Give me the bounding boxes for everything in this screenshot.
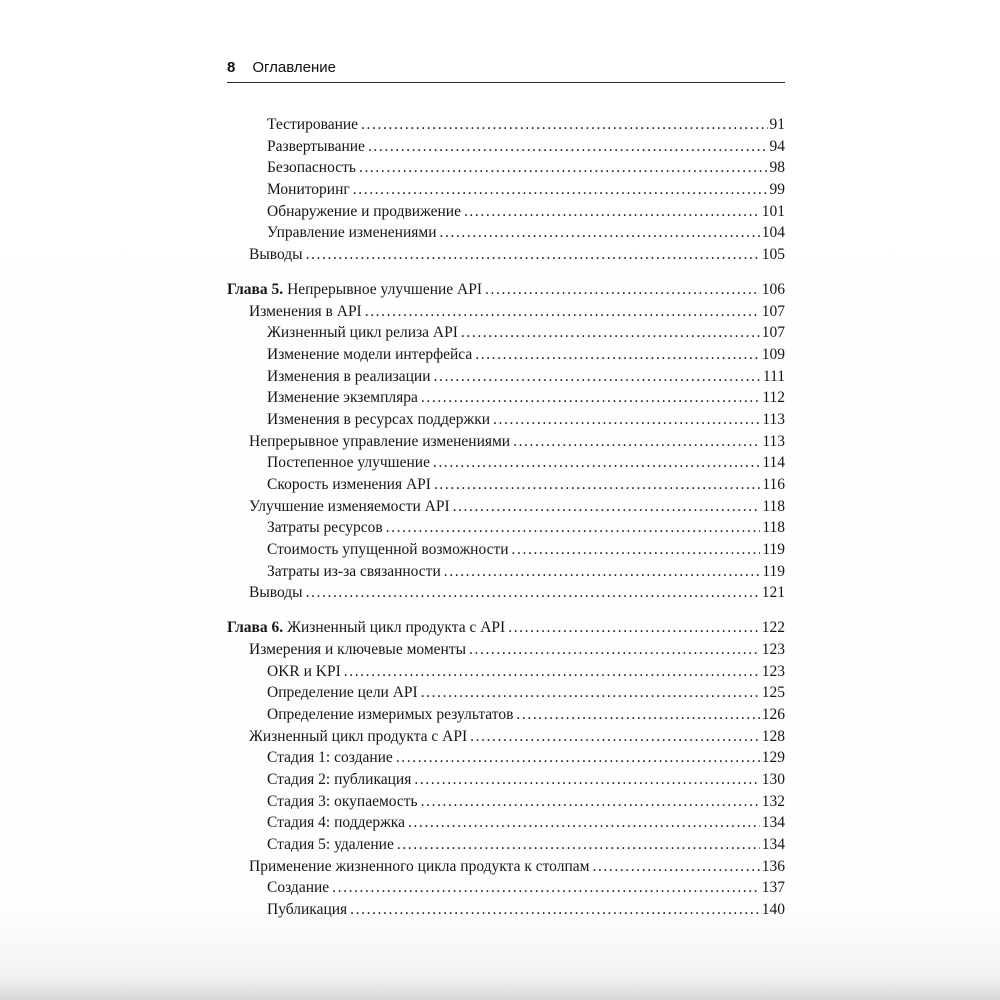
toc-entry-title bbox=[267, 661, 341, 683]
toc-leader-dots bbox=[434, 474, 760, 496]
toc-entry-title bbox=[267, 452, 430, 474]
toc-entry bbox=[227, 639, 785, 661]
toc-page-number: 113 bbox=[762, 432, 785, 450]
toc-title-text: Применение жизненного цикла продукта к столпам bbox=[249, 857, 590, 875]
toc-entry bbox=[227, 366, 785, 388]
toc-entry bbox=[227, 539, 785, 561]
toc-leader-dots bbox=[433, 452, 760, 474]
toc-page-number: 126 bbox=[761, 705, 785, 723]
toc-leader-dots bbox=[592, 856, 759, 878]
toc-entry-title bbox=[267, 474, 431, 496]
toc-page-number: 118 bbox=[762, 497, 785, 515]
toc-leader-dots bbox=[444, 561, 761, 583]
toc-entry bbox=[227, 561, 785, 583]
toc-entry bbox=[227, 387, 785, 409]
toc-title-text: Скорость изменения API bbox=[267, 476, 431, 493]
toc-title-text: Стадия 1: создание bbox=[267, 749, 393, 767]
toc-entry-title bbox=[267, 791, 418, 813]
toc-leader-dots bbox=[421, 791, 760, 813]
toc-chapter-label: Глава 6. bbox=[227, 619, 284, 637]
toc-title-text: Изменения в ресурсах поддержки bbox=[267, 410, 491, 428]
toc-title-text: Выводы bbox=[249, 246, 303, 264]
toc-entry-title bbox=[267, 366, 431, 388]
toc-title-text: Стоимость упущенной возможности bbox=[267, 541, 509, 559]
toc-leader-dots bbox=[414, 769, 759, 791]
toc-title-text: Обнаружение и продвижение bbox=[267, 202, 461, 220]
toc-page-number: 119 bbox=[762, 541, 785, 559]
toc-entry-title bbox=[249, 244, 303, 266]
toc-entry-title bbox=[249, 496, 450, 518]
toc-leader-dots bbox=[421, 682, 760, 704]
page-bottom-shadow bbox=[0, 972, 1000, 1000]
toc-leader-dots bbox=[513, 431, 760, 453]
toc-leader-dots bbox=[396, 747, 760, 769]
toc-entry bbox=[227, 179, 785, 201]
toc-title-text: Непрерывное управление изменениями bbox=[249, 432, 511, 450]
toc-entry bbox=[227, 661, 785, 683]
toc-page-number: 140 bbox=[761, 901, 785, 919]
toc-leader-dots bbox=[470, 726, 760, 748]
toc-leader-dots bbox=[508, 617, 760, 639]
toc-entry-title bbox=[249, 726, 467, 748]
toc-leader-dots bbox=[361, 114, 767, 136]
toc-page-number: 113 bbox=[762, 410, 785, 428]
toc-entry-title bbox=[267, 899, 347, 921]
toc-entry bbox=[227, 409, 785, 431]
toc-title-text: Мониторинг bbox=[267, 181, 350, 199]
toc-entry-title bbox=[267, 682, 418, 704]
toc-entry bbox=[227, 704, 785, 726]
toc-title-text: Тестирование bbox=[267, 116, 359, 133]
toc-leader-dots bbox=[365, 301, 760, 323]
toc-leader-dots bbox=[421, 387, 760, 409]
toc-title-text: Постепенное улучшение bbox=[267, 454, 430, 472]
toc-leader-dots bbox=[440, 222, 760, 244]
toc-page-number: 91 bbox=[769, 116, 785, 133]
toc-title-text: Непрерывное улучшение API bbox=[283, 280, 483, 298]
toc-title-text: Стадия 3: окупаемость bbox=[267, 792, 418, 810]
toc-entry-title bbox=[267, 409, 490, 431]
toc-leader-dots bbox=[453, 496, 761, 518]
toc-entry bbox=[227, 244, 785, 266]
toc-page-number: 137 bbox=[761, 879, 785, 897]
toc-page-number: 130 bbox=[761, 770, 785, 788]
toc-page-number: 132 bbox=[761, 792, 785, 810]
toc-entry bbox=[227, 682, 785, 704]
toc-entry-title bbox=[249, 431, 510, 453]
toc-entry-title bbox=[267, 387, 418, 409]
toc-leader-dots bbox=[344, 661, 760, 683]
toc-entry-title bbox=[267, 136, 365, 158]
toc-page-number: 123 bbox=[761, 662, 785, 680]
toc-entry-title bbox=[267, 704, 513, 726]
toc-leader-dots bbox=[434, 366, 761, 388]
toc-entry-title bbox=[267, 834, 394, 856]
toc-title-text: Изменение модели интерфейса bbox=[267, 345, 473, 363]
toc-leader-dots bbox=[493, 409, 760, 431]
toc-page-number: 106 bbox=[761, 280, 785, 298]
toc-entry bbox=[227, 496, 785, 518]
toc-page-number: 136 bbox=[761, 857, 785, 875]
header-rule bbox=[227, 82, 785, 83]
toc-entry-title bbox=[267, 877, 329, 899]
toc-page-number: 134 bbox=[761, 836, 785, 853]
toc-entry-title bbox=[227, 617, 505, 639]
toc-page-number: 94 bbox=[769, 137, 785, 155]
toc-title-text: Создание bbox=[267, 879, 330, 897]
toc-entry-title bbox=[267, 179, 350, 201]
toc-entry bbox=[227, 222, 785, 244]
toc-entry-title bbox=[227, 279, 482, 301]
toc-leader-dots bbox=[353, 179, 768, 201]
toc-entry bbox=[227, 582, 785, 604]
toc-page-number: 129 bbox=[761, 749, 785, 767]
toc-entry bbox=[227, 812, 785, 834]
toc-title-text: Стадия 2: публикация bbox=[267, 770, 412, 788]
toc-title-text: Изменения в реализации bbox=[267, 367, 431, 385]
toc-chapter-entry bbox=[227, 279, 785, 301]
toc-title-text: Измерения и ключевые моменты bbox=[249, 640, 467, 658]
toc-entry bbox=[227, 899, 785, 921]
toc-entry-title bbox=[267, 222, 437, 244]
toc-page-number: 109 bbox=[761, 345, 785, 363]
toc-leader-dots bbox=[397, 834, 760, 856]
toc-title-text: OKR и KPI bbox=[267, 662, 341, 680]
toc-leader-dots bbox=[332, 877, 760, 899]
toc-entry bbox=[227, 157, 785, 179]
toc-list bbox=[227, 114, 785, 921]
toc-leader-dots bbox=[386, 517, 761, 539]
toc-entry bbox=[227, 114, 785, 136]
toc-title-text: Улучшение изменяемости API bbox=[249, 497, 450, 515]
toc-entry-title bbox=[267, 157, 356, 179]
toc-title-text: Безопасность bbox=[267, 159, 356, 177]
toc-page-number: 128 bbox=[761, 727, 785, 745]
toc-entry bbox=[227, 301, 785, 323]
toc-page-number: 107 bbox=[761, 324, 785, 342]
toc-page-number: 105 bbox=[761, 246, 785, 264]
toc-page-number: 104 bbox=[761, 224, 785, 242]
page-header-title: Оглавление bbox=[252, 59, 336, 76]
toc-title-text: Выводы bbox=[249, 584, 303, 602]
toc-title-text: Публикация bbox=[267, 901, 348, 919]
toc-leader-dots bbox=[461, 322, 760, 344]
toc-page-number: 125 bbox=[761, 684, 785, 702]
toc-entry bbox=[227, 856, 785, 878]
toc-page-number: 116 bbox=[762, 476, 785, 493]
toc-title-text: Изменения в API bbox=[249, 302, 362, 320]
toc-entry-title bbox=[249, 301, 362, 323]
toc-leader-dots bbox=[306, 244, 760, 266]
toc-entry bbox=[227, 877, 785, 899]
toc-page-number: 122 bbox=[761, 619, 785, 637]
page-number: 8 bbox=[227, 59, 236, 76]
toc-entry-title bbox=[267, 344, 472, 366]
toc-page-number: 111 bbox=[762, 367, 785, 385]
toc-entry-title bbox=[267, 769, 411, 791]
toc-title-text: Стадия 4: поддержка bbox=[267, 814, 405, 832]
toc-entry-title bbox=[267, 812, 405, 834]
toc-page-number: 101 bbox=[761, 202, 785, 220]
toc-entry bbox=[227, 344, 785, 366]
toc-title-text: Жизненный цикл релиза API bbox=[267, 324, 458, 342]
toc-page-number: 114 bbox=[762, 454, 785, 472]
toc-entry-title bbox=[249, 856, 589, 878]
toc-title-text: Развертывание bbox=[267, 137, 365, 155]
toc-page-number: 123 bbox=[761, 640, 785, 658]
toc-entry-title bbox=[267, 561, 441, 583]
toc-title-text: Жизненный цикл продукта с API bbox=[283, 619, 506, 637]
toc-entry-title bbox=[267, 201, 461, 223]
toc-page-number: 112 bbox=[762, 389, 785, 407]
toc-page-number: 119 bbox=[762, 562, 785, 580]
toc-entry-title bbox=[267, 747, 393, 769]
toc-title-text: Затраты из-за связанности bbox=[267, 562, 441, 580]
toc-entry-title bbox=[249, 582, 303, 604]
toc-page-number: 98 bbox=[769, 159, 785, 177]
toc-title-text: Определение измеримых результатов bbox=[267, 705, 514, 723]
toc-page-number: 107 bbox=[761, 302, 785, 320]
toc-title-text: Затраты ресурсов bbox=[267, 519, 383, 537]
toc-leader-dots bbox=[359, 157, 768, 179]
toc-entry bbox=[227, 431, 785, 453]
toc-entry bbox=[227, 136, 785, 158]
toc-entry-title bbox=[267, 517, 383, 539]
toc-leader-dots bbox=[368, 136, 768, 158]
toc-entry bbox=[227, 474, 785, 496]
toc-entry bbox=[227, 834, 785, 856]
toc-page-number: 134 bbox=[761, 814, 785, 832]
toc-entry bbox=[227, 452, 785, 474]
toc-title-text: Изменение экземпляра bbox=[267, 389, 418, 407]
toc-entry-title bbox=[267, 322, 458, 344]
toc-leader-dots bbox=[485, 279, 760, 301]
toc-page-number: 99 bbox=[769, 181, 785, 199]
running-head bbox=[227, 59, 785, 76]
toc-title-text: Жизненный цикл продукта с API bbox=[249, 727, 468, 745]
toc-chapter-entry bbox=[227, 617, 785, 639]
toc-leader-dots bbox=[350, 899, 760, 921]
toc-entry bbox=[227, 747, 785, 769]
toc-entry bbox=[227, 201, 785, 223]
toc-title-text: Стадия 5: удаление bbox=[267, 836, 394, 853]
toc-entry bbox=[227, 517, 785, 539]
toc-entry bbox=[227, 791, 785, 813]
toc-entry bbox=[227, 769, 785, 791]
toc-chapter-label: Глава 5. bbox=[227, 280, 284, 298]
toc-leader-dots bbox=[516, 704, 759, 726]
toc-entry-title bbox=[249, 639, 466, 661]
toc-entry bbox=[227, 726, 785, 748]
toc-leader-dots bbox=[469, 639, 760, 661]
toc-leader-dots bbox=[306, 582, 760, 604]
toc-entry bbox=[227, 322, 785, 344]
toc-leader-dots bbox=[475, 344, 760, 366]
toc-page-number: 118 bbox=[762, 519, 785, 537]
toc-entry-title bbox=[267, 539, 509, 561]
toc-leader-dots bbox=[464, 201, 760, 223]
toc-entry-title bbox=[267, 114, 358, 136]
toc-title-text: Управление изменениями bbox=[267, 224, 437, 242]
toc-page-number: 121 bbox=[761, 584, 785, 602]
toc-title-text: Определение цели API bbox=[267, 684, 418, 702]
toc-leader-dots bbox=[512, 539, 761, 561]
toc-leader-dots bbox=[408, 812, 760, 834]
